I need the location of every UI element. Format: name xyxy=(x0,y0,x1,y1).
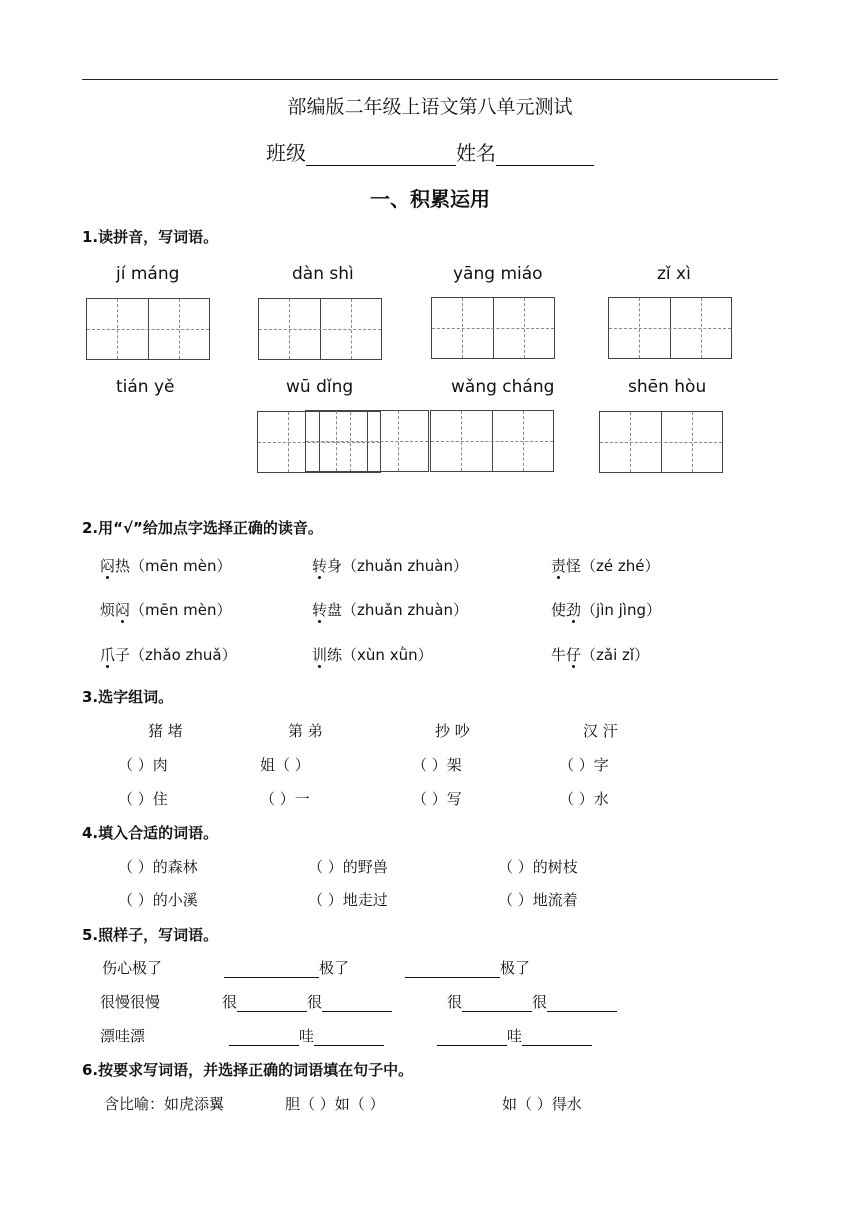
q4-title: 4.填入合适的词语。 xyxy=(82,824,219,842)
answer-blank[interactable] xyxy=(437,1027,507,1046)
fill-blank[interactable]: （ ）肉 xyxy=(118,756,168,774)
reading-item: 爪子（zhǎo zhuǎ） xyxy=(100,646,237,664)
answer-blank[interactable] xyxy=(405,959,500,978)
fill-blank[interactable]: （ ）地走过 xyxy=(308,891,388,909)
name-label: 姓名 xyxy=(456,141,496,165)
q1-title: 1.读拼音，写词语。 xyxy=(82,228,219,246)
class-label: 班级 xyxy=(266,141,306,165)
pattern-fill: 很 很 xyxy=(222,991,392,1012)
fill-blank[interactable]: （ ）架 xyxy=(412,756,462,774)
writing-grid-4[interactable] xyxy=(608,297,732,359)
fill-blank[interactable]: 姐（ ） xyxy=(260,756,310,774)
char-pair: 第 弟 xyxy=(288,722,323,740)
pinyin-4: zǐ xì xyxy=(657,264,691,284)
char-pair: 汉 汗 xyxy=(583,722,618,740)
answer-blank[interactable] xyxy=(322,993,392,1012)
reading-item: 牛仔（zǎi zǐ） xyxy=(551,646,650,664)
example-word: 漂哇漂 xyxy=(100,1027,146,1045)
q2-title: 2.用“√”给加点字选择正确的读音。 xyxy=(82,519,323,537)
fill-blank[interactable]: （ ）字 xyxy=(559,756,609,774)
page-title: 部编版二年级上语文第八单元测试 xyxy=(287,96,573,118)
char-pair: 抄 吵 xyxy=(435,722,470,740)
fill-blank[interactable]: （ ）的树枝 xyxy=(498,858,578,876)
fill-blank[interactable]: （ ）的小溪 xyxy=(118,891,198,909)
example-word: 伤心极了 xyxy=(102,959,163,977)
class-blank[interactable] xyxy=(306,147,456,166)
writing-grid-2[interactable] xyxy=(258,298,382,360)
pinyin-2: dàn shì xyxy=(292,264,354,284)
fill-blank[interactable]: （ ）一 xyxy=(260,790,310,808)
answer-blank[interactable] xyxy=(522,1027,592,1046)
pinyin-7: wǎng cháng xyxy=(451,377,555,397)
reading-item: 转身（zhuǎn zhuàn） xyxy=(312,557,468,575)
answer-blank[interactable] xyxy=(229,1027,299,1046)
header-rule xyxy=(82,79,778,80)
reading-item: 使劲（jìn jìng） xyxy=(551,601,662,619)
fill-blank[interactable]: （ ）的野兽 xyxy=(308,858,388,876)
pinyin-5: tián yě xyxy=(116,377,175,397)
writing-grid-3[interactable] xyxy=(431,297,555,359)
pinyin-8: shēn hòu xyxy=(628,377,707,397)
reading-item: 转盘（zhuǎn zhuàn） xyxy=(312,601,468,619)
char-pair: 猪 堵 xyxy=(148,722,183,740)
writing-grid-7[interactable] xyxy=(430,410,554,472)
fill-blank[interactable]: （ ）地流着 xyxy=(498,891,578,909)
answer-blank[interactable] xyxy=(224,959,319,978)
pattern-fill: 哇 xyxy=(437,1025,592,1046)
fill-blank[interactable]: （ ）住 xyxy=(118,790,168,808)
pattern-fill: 哇 xyxy=(229,1025,384,1046)
q5-title: 5.照样子，写词语。 xyxy=(82,926,219,944)
writing-grid-1[interactable] xyxy=(86,298,210,360)
writing-grid-6[interactable] xyxy=(305,410,429,472)
answer-blank[interactable] xyxy=(314,1027,384,1046)
example-word: 很慢很慢 xyxy=(100,993,161,1011)
example-word: 含比喻：如虎添翼 xyxy=(104,1095,225,1113)
answer-blank[interactable] xyxy=(237,993,307,1012)
pinyin-3: yāng miáo xyxy=(453,264,543,284)
reading-item: 闷热（mēn mèn） xyxy=(100,557,232,575)
answer-blank[interactable] xyxy=(462,993,532,1012)
fill-blank[interactable]: （ ）的森林 xyxy=(118,858,198,876)
pattern-fill: 极了 xyxy=(224,957,349,978)
section-heading: 一、积累运用 xyxy=(370,187,490,211)
writing-grid-8[interactable] xyxy=(599,411,723,473)
fill-blank[interactable]: 如（ ）得水 xyxy=(502,1095,582,1113)
pattern-fill: 极了 xyxy=(405,957,530,978)
fill-blank[interactable]: 胆（ ）如（ ） xyxy=(285,1095,385,1113)
q6-title: 6.按要求写词语，并选择正确的词语填在句子中。 xyxy=(82,1061,414,1079)
pinyin-1: jí máng xyxy=(116,264,180,284)
fill-blank[interactable]: （ ）写 xyxy=(412,790,462,808)
reading-item: 训练（xùn xǜn） xyxy=(312,646,433,664)
class-name-line xyxy=(0,137,860,166)
pinyin-6: wū dǐng xyxy=(286,377,354,397)
name-blank[interactable] xyxy=(496,147,594,166)
answer-blank[interactable] xyxy=(547,993,617,1012)
pattern-fill: 很 很 xyxy=(447,991,617,1012)
reading-item: 烦闷（mēn mèn） xyxy=(100,601,232,619)
fill-blank[interactable]: （ ）水 xyxy=(559,790,609,808)
q3-title: 3.选字组词。 xyxy=(82,688,174,706)
reading-item: 责怪（zé zhé） xyxy=(551,557,660,575)
